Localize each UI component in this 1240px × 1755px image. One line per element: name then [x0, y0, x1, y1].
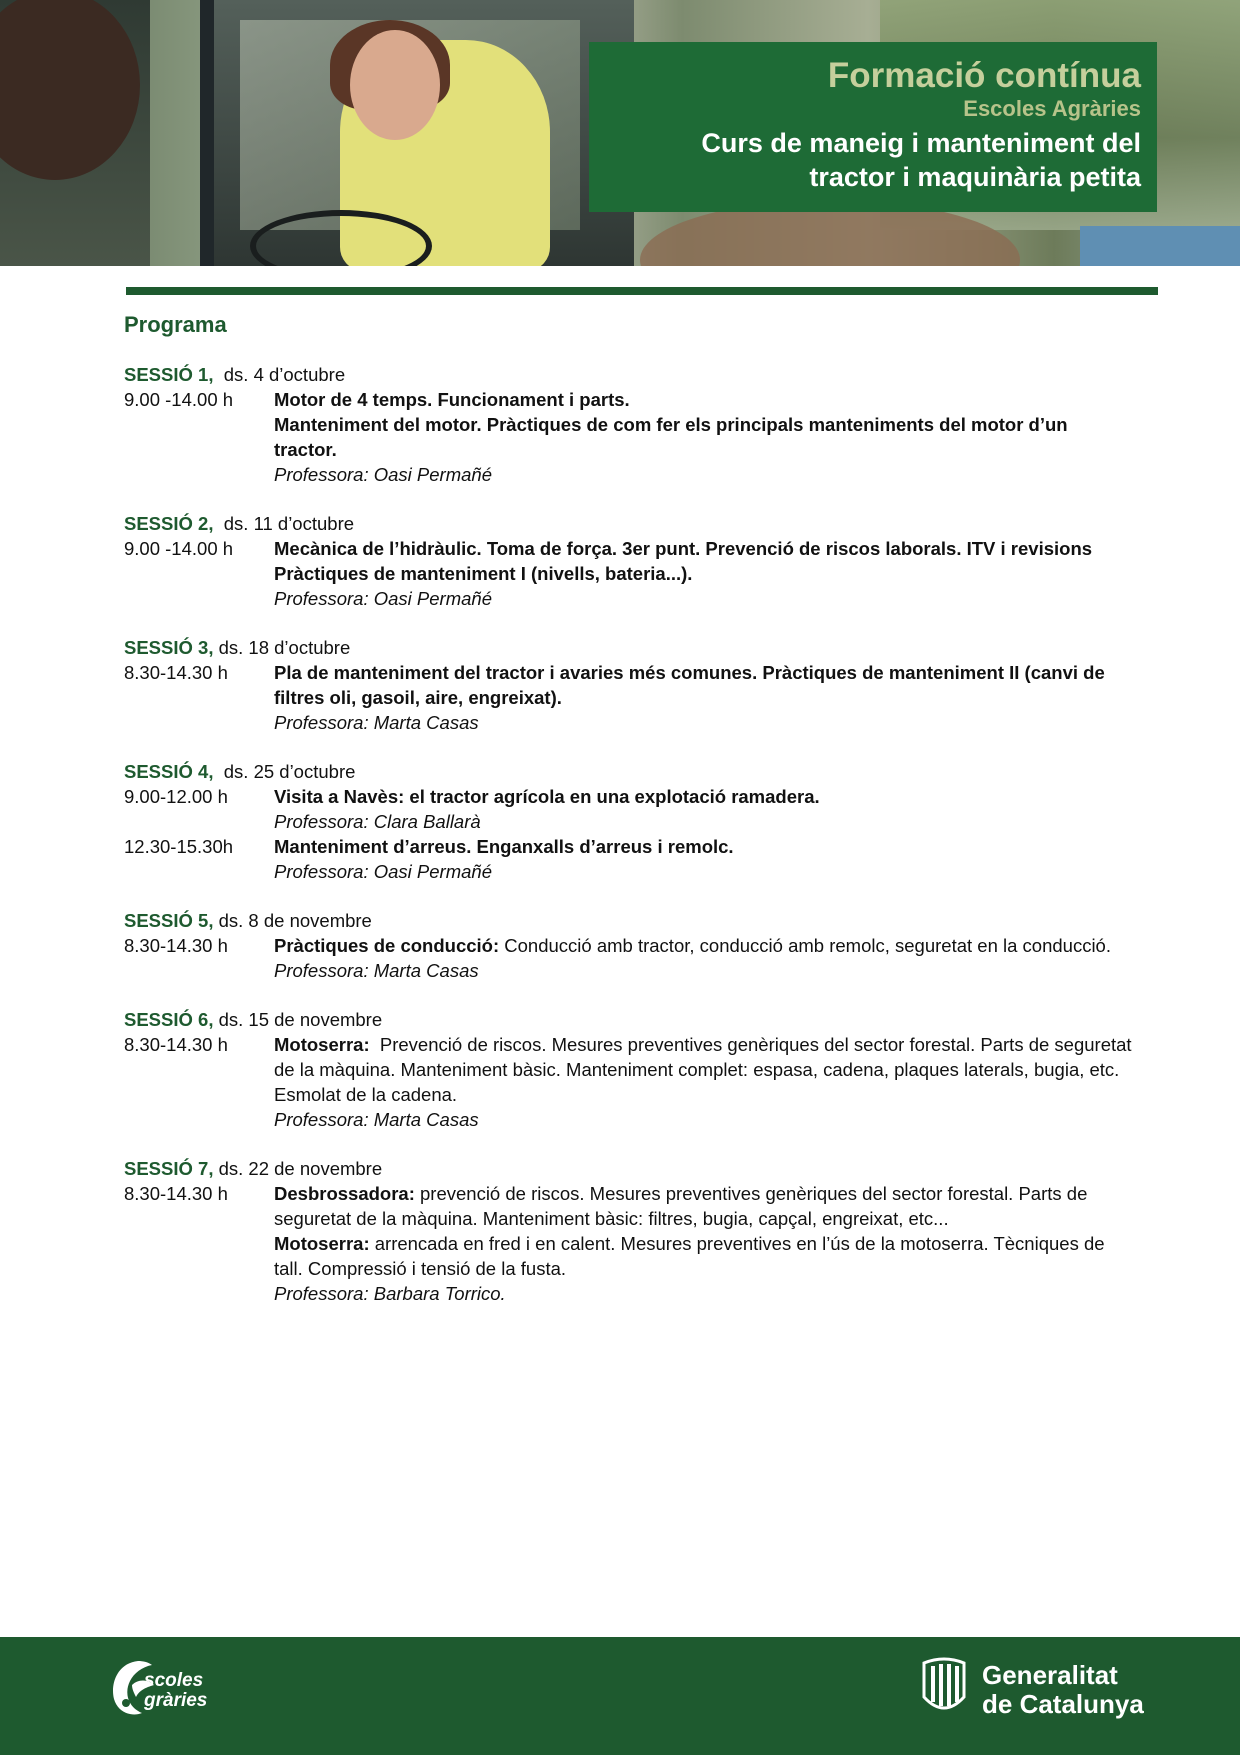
slot-topic: Pràctiques de conducció:	[274, 935, 500, 956]
programa-heading: Programa	[124, 312, 227, 337]
slot-description	[274, 387, 1134, 487]
session-label: SESSIÓ 5,	[124, 910, 214, 931]
slot-description	[274, 834, 1134, 884]
slot-description	[274, 1181, 1134, 1306]
session-slot	[124, 784, 1134, 834]
session-slot	[124, 933, 1134, 983]
slot-description	[274, 784, 1134, 834]
slot-description	[274, 660, 1134, 735]
slot-time: 9.00 -14.00 h	[124, 538, 234, 559]
slot-text: Conducció amb tractor, conducció amb remolc, seguretat en la conducció.	[499, 935, 1111, 956]
logo-left-line-2: gràries	[144, 1690, 208, 1711]
session-6	[124, 1007, 1137, 1132]
slot-text: Prevenció de riscos. Mesures preventives genèriques del sector forestal. Parts de seguretat de la màquina. Manteniment bàsic. Manteniment complet: espasa, cadena, plaques laterals, bugia, etc. Esmolat de la cadena.	[274, 1034, 1137, 1105]
session-header	[124, 362, 1134, 387]
slot-line	[274, 1231, 1134, 1281]
slot-time: 8.30-14.30 h	[124, 935, 228, 956]
session-1	[124, 362, 1134, 487]
slot-line: Manteniment d’arreus. Enganxalls d’arreus i remolc.	[274, 836, 734, 857]
slot-description	[274, 1032, 1137, 1132]
slot-teacher: Professora: Marta Casas	[274, 960, 479, 981]
session-header	[124, 1156, 1134, 1181]
session-2	[124, 511, 1134, 611]
slot-line: Mecànica de l’hidràulic. Toma de força. 3er punt. Prevenció de riscos laborals. ITV i revisions Pràctiques de manteniment I (nivells, bateria...).	[274, 538, 1093, 584]
divider-rule	[126, 287, 1158, 295]
session-label: SESSIÓ 3,	[124, 637, 214, 658]
slot-line: Manteniment del motor. Pràctiques de com fer els principals manteniments del motor d’un tractor.	[274, 414, 1068, 460]
session-slot	[124, 660, 1134, 735]
session-date: ds. 25 d’octubre	[223, 761, 356, 782]
escoles-agraries-text	[144, 1671, 207, 1711]
slot-teacher: Professora: Oasi Permañé	[274, 861, 492, 882]
session-header	[124, 759, 1134, 784]
slot-line: Visita a Navès: el tractor agrícola en una explotació ramadera.	[274, 786, 820, 807]
slot-time: 12.30-15.30h	[124, 836, 234, 857]
course-title-line-1: Curs de maneig i manteniment del	[701, 128, 1141, 158]
session-date: ds. 22 de novembre	[218, 1158, 383, 1179]
session-4	[124, 759, 1134, 884]
slot-line: Pla de manteniment del tractor i avaries més comunes. Pràctiques de manteniment II (canvi de filtres oli, gasoil, aire, engreixat).	[274, 662, 1105, 708]
slot-teacher: Professora: Oasi Permañé	[274, 464, 492, 485]
slot-line	[274, 1032, 1137, 1107]
session-label: SESSIÓ 6,	[124, 1009, 214, 1030]
session-slot	[124, 1181, 1134, 1306]
session-slot	[124, 387, 1134, 487]
session-header	[124, 908, 1134, 933]
slot-topic: Motoserra:	[274, 1233, 370, 1254]
slot-line: Motor de 4 temps. Funcionament i parts.	[274, 389, 630, 410]
course-title	[589, 126, 1141, 194]
logo-left-line-1: scoles	[144, 1670, 204, 1691]
slot-teacher: Professora: Clara Ballarà	[274, 811, 481, 832]
title-box	[589, 42, 1157, 212]
slot-teacher: Professora: Oasi Permañé	[274, 588, 492, 609]
session-7	[124, 1156, 1134, 1306]
escoles-agraries-logo	[108, 1657, 238, 1727]
session-slot	[124, 536, 1134, 611]
program-content	[124, 310, 1137, 1330]
session-header	[124, 1007, 1134, 1032]
slot-time: 9.00 -14.00 h	[124, 389, 234, 410]
session-date: ds. 11 d’octubre	[223, 513, 355, 534]
slot-line	[274, 1181, 1134, 1231]
page-title: Formació contínua	[827, 56, 1141, 95]
slot-teacher: Professora: Marta Casas	[274, 1109, 479, 1130]
session-header	[124, 511, 1134, 536]
generalitat-shield-icon	[920, 1657, 968, 1715]
session-label: SESSIÓ 1,	[124, 364, 214, 385]
session-5	[124, 908, 1134, 983]
session-date: ds. 18 d’octubre	[218, 637, 351, 658]
slot-line	[274, 933, 1134, 958]
session-slot	[124, 834, 1134, 884]
session-slot	[124, 1032, 1137, 1132]
generalitat-text	[982, 1661, 1144, 1719]
slot-topic: Motoserra:	[274, 1034, 370, 1055]
slot-time: 9.00-12.00 h	[124, 786, 228, 807]
session-header	[124, 635, 1134, 660]
slot-time: 8.30-14.30 h	[124, 1034, 228, 1055]
session-3	[124, 635, 1134, 735]
session-date: ds. 8 de novembre	[218, 910, 372, 931]
slot-topic: Desbrossadora:	[274, 1183, 415, 1204]
session-label: SESSIÓ 4,	[124, 761, 214, 782]
session-label: SESSIÓ 2,	[124, 513, 214, 534]
logo-right-line-1: Generalitat	[982, 1660, 1118, 1690]
course-title-line-2: tractor i maquinària petita	[809, 162, 1141, 192]
slot-description	[274, 536, 1134, 611]
slot-time: 8.30-14.30 h	[124, 662, 228, 683]
generalitat-logo	[920, 1657, 1170, 1727]
slot-time: 8.30-14.30 h	[124, 1183, 228, 1204]
slot-description	[274, 933, 1134, 983]
logo-right-line-2: de Catalunya	[982, 1689, 1144, 1719]
page-subtitle: Escoles Agràries	[963, 96, 1141, 121]
session-date: ds. 4 d’octubre	[223, 364, 346, 385]
footer	[0, 1637, 1240, 1755]
slot-teacher: Professora: Barbara Torrico.	[274, 1283, 506, 1304]
slot-text: prevenció de riscos. Mesures preventives genèriques del sector forestal. Parts de seguretat de la màquina. Manteniment bàsic: filtres, bugia, capçal, engreixat, etc...	[274, 1183, 1088, 1229]
session-date: ds. 15 de novembre	[218, 1009, 383, 1030]
session-label: SESSIÓ 7,	[124, 1158, 214, 1179]
slot-text: arrencada en fred i en calent. Mesures preventives en l’ús de la motoserra. Tècniques de tall. Compressió i tensió de la fusta.	[274, 1233, 1105, 1279]
slot-teacher: Professora: Marta Casas	[274, 712, 479, 733]
